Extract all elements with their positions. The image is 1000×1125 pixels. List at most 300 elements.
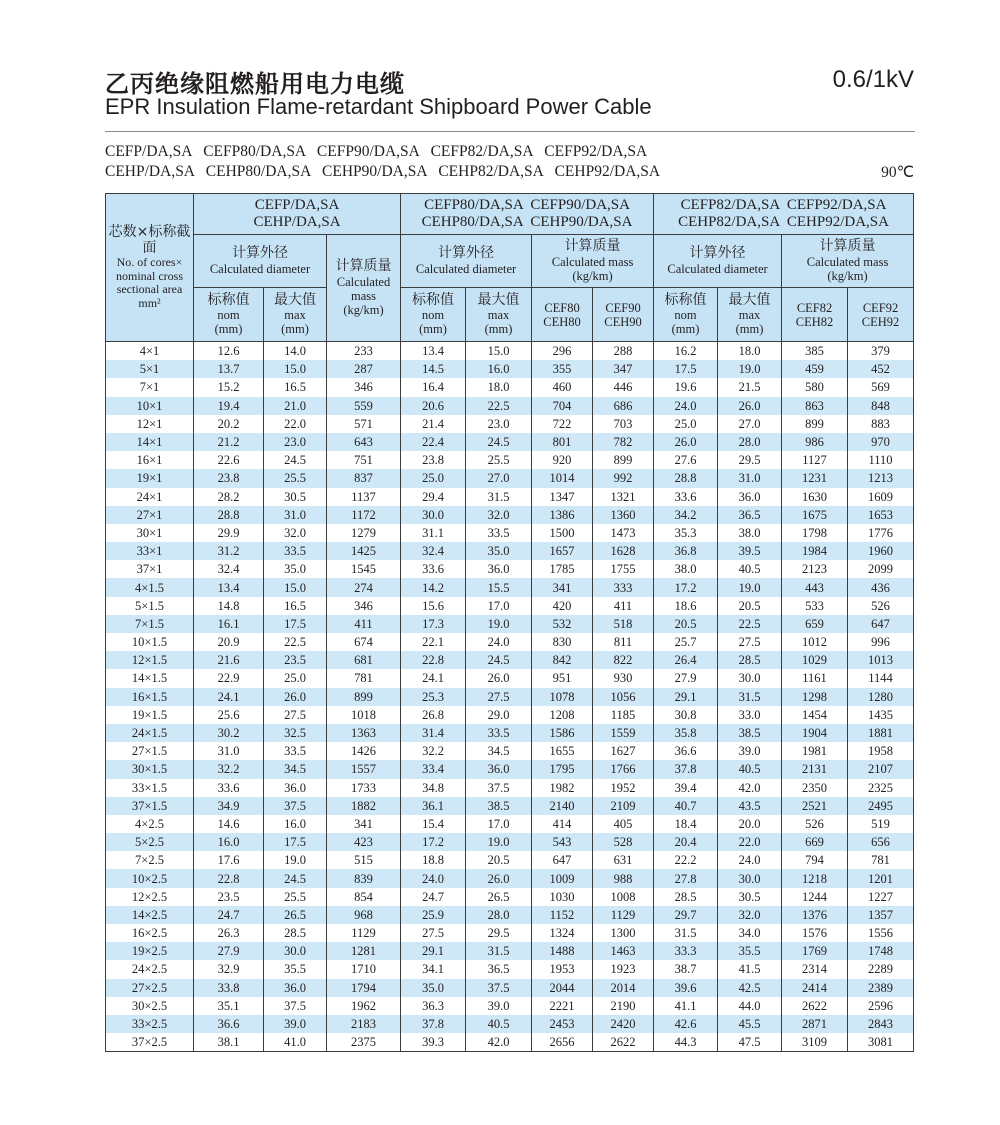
- table-cell: 14.5: [401, 360, 466, 378]
- table-cell: 36.3: [401, 997, 466, 1015]
- table-cell: 10×1.5: [106, 633, 194, 651]
- header-g2-mass: [532, 235, 654, 288]
- table-cell: 1137: [327, 488, 401, 506]
- table-cell: 38.0: [654, 560, 718, 578]
- table-cell: 25.5: [466, 451, 532, 469]
- table-cell: 423: [327, 833, 401, 851]
- table-cell: 459: [782, 360, 848, 378]
- nom-cn: 标称值: [412, 291, 455, 308]
- table-cell: 13.7: [194, 360, 264, 378]
- table-cell: 1500: [532, 524, 593, 542]
- table-cell: 37.5: [466, 779, 532, 797]
- table-cell: 1213: [848, 469, 914, 487]
- table-cell: 1231: [782, 469, 848, 487]
- table-cell: 4×1: [106, 342, 194, 361]
- table-cell: 33.6: [654, 488, 718, 506]
- table-cell: 36.5: [466, 960, 532, 978]
- table-cell: 2656: [532, 1033, 593, 1052]
- table-cell: 15.6: [401, 597, 466, 615]
- table-cell: 36.1: [401, 797, 466, 815]
- mass-unit: (kg/km): [343, 302, 384, 317]
- table-cell: 16.1: [194, 615, 264, 633]
- table-cell: 31.2: [194, 542, 264, 560]
- diameter-cn: 计算外径: [689, 245, 746, 262]
- table-cell: 14×1.5: [106, 669, 194, 687]
- table-cell: 21.2: [194, 433, 264, 451]
- table-row: [106, 779, 914, 797]
- table-cell: 25.5: [264, 888, 327, 906]
- table-cell: 12.6: [194, 342, 264, 361]
- table-cell: 32.9: [194, 960, 264, 978]
- table-cell: 36.0: [718, 488, 782, 506]
- table-cell: 34.9: [194, 797, 264, 815]
- table-cell: 647: [532, 851, 593, 869]
- table-row: [106, 469, 914, 487]
- table-cell: 15.0: [264, 360, 327, 378]
- table-cell: 970: [848, 433, 914, 451]
- unit-mm: (mm): [484, 322, 513, 337]
- table-cell: 17.2: [654, 578, 718, 596]
- table-cell: 27×1: [106, 506, 194, 524]
- table-cell: 23.0: [466, 415, 532, 433]
- table-cell: 40.5: [718, 760, 782, 778]
- table-cell: 1960: [848, 542, 914, 560]
- table-cell: 1018: [327, 706, 401, 724]
- table-cell: 36.0: [466, 560, 532, 578]
- table-cell: 31.1: [401, 524, 466, 542]
- table-cell: 830: [532, 633, 593, 651]
- table-row: [106, 760, 914, 778]
- table-cell: 19×2.5: [106, 942, 194, 960]
- table-cell: 42.0: [466, 1033, 532, 1052]
- table-cell: 532: [532, 615, 593, 633]
- table-cell: 20.0: [718, 815, 782, 833]
- header-cores-area-unit: mm²: [138, 295, 161, 310]
- table-cell: 28.5: [264, 924, 327, 942]
- table-row: [106, 706, 914, 724]
- ceh82-label: CEH82: [795, 314, 834, 329]
- diameter-en: Calculated diameter: [209, 261, 311, 276]
- table-cell: 27.6: [654, 451, 718, 469]
- ceh92-label: CEH92: [861, 314, 900, 329]
- table-cell: 33.5: [264, 742, 327, 760]
- cef90-label: CEF90: [605, 300, 641, 315]
- table-cell: 1244: [782, 888, 848, 906]
- max-cn: 最大值: [274, 291, 316, 308]
- table-cell: 854: [327, 888, 401, 906]
- table-cell: 24.0: [718, 851, 782, 869]
- table-cell: 35.5: [264, 960, 327, 978]
- header-cef90: [593, 288, 654, 342]
- table-cell: 42.0: [718, 779, 782, 797]
- header-cef82: [782, 288, 848, 342]
- table-cell: 29.5: [718, 451, 782, 469]
- table-cell: 1882: [327, 797, 401, 815]
- table-cell: 34.2: [654, 506, 718, 524]
- header-group-cefp80-90: [401, 194, 654, 235]
- ceh90-label: CEH90: [604, 314, 642, 329]
- table-cell: 13.4: [194, 578, 264, 596]
- table-cell: 24.0: [466, 633, 532, 651]
- table-cell: 24.7: [401, 888, 466, 906]
- table-cell: 31.0: [264, 506, 327, 524]
- table-cell: 36.0: [466, 760, 532, 778]
- table-cell: 25.0: [264, 669, 327, 687]
- nom-en: nom: [421, 308, 445, 323]
- nom-cn: 标称值: [664, 291, 707, 308]
- table-cell: 2389: [848, 979, 914, 997]
- table-cell: 23.8: [194, 469, 264, 487]
- table-cell: 2414: [782, 979, 848, 997]
- table-cell: 341: [532, 578, 593, 596]
- table-cell: 37×2.5: [106, 1033, 194, 1052]
- table-cell: 10×2.5: [106, 869, 194, 887]
- table-cell: 34.5: [264, 760, 327, 778]
- table-cell: 33×2.5: [106, 1015, 194, 1033]
- table-cell: 2140: [532, 797, 593, 815]
- table-cell: 7×1.5: [106, 615, 194, 633]
- table-cell: 17.0: [466, 597, 532, 615]
- table-cell: 1962: [327, 997, 401, 1015]
- table-cell: 1078: [532, 688, 593, 706]
- table-cell: 20.2: [194, 415, 264, 433]
- table-cell: 1473: [593, 524, 654, 542]
- table-cell: 26.8: [401, 706, 466, 724]
- table-cell: 986: [782, 433, 848, 451]
- table-cell: 33.3: [654, 942, 718, 960]
- table-cell: 18.8: [401, 851, 466, 869]
- table-cell: 1376: [782, 906, 848, 924]
- table-cell: 33×1.5: [106, 779, 194, 797]
- table-row: [106, 960, 914, 978]
- table-cell: 29.7: [654, 906, 718, 924]
- table-cell: 32.5: [264, 724, 327, 742]
- table-cell: 15.5: [466, 578, 532, 596]
- table-cell: 24.5: [466, 651, 532, 669]
- table-cell: 20.6: [401, 397, 466, 415]
- table-cell: 3081: [848, 1033, 914, 1052]
- table-cell: 30.2: [194, 724, 264, 742]
- table-cell: 1628: [593, 542, 654, 560]
- table-cell: 27×1.5: [106, 742, 194, 760]
- header-cores-area-en-1: No. of cores×: [116, 255, 183, 270]
- table-cell: 36.0: [264, 979, 327, 997]
- table-cell: 22.5: [264, 633, 327, 651]
- table-cell: 1161: [782, 669, 848, 687]
- table-cell: 2843: [848, 1015, 914, 1033]
- table-cell: 1776: [848, 524, 914, 542]
- unit-mm: (mm): [419, 322, 447, 337]
- table-cell: 1185: [593, 706, 654, 724]
- table-cell: 19.0: [718, 360, 782, 378]
- table-row: [106, 633, 914, 651]
- mass-cn: 计算质量: [819, 238, 876, 255]
- table-cell: 2453: [532, 1015, 593, 1033]
- table-cell: 659: [782, 615, 848, 633]
- header-g2-diameter: [401, 235, 532, 288]
- table-cell: 42.5: [718, 979, 782, 997]
- table-cell: 30.0: [264, 942, 327, 960]
- header-group-cefp: [194, 194, 401, 235]
- table-cell: 31.0: [194, 742, 264, 760]
- table-cell: 39.0: [718, 742, 782, 760]
- table-cell: 2622: [593, 1033, 654, 1052]
- table-cell: 30.0: [401, 506, 466, 524]
- table-cell: 643: [327, 433, 401, 451]
- table-cell: 526: [782, 815, 848, 833]
- table-cell: 23.5: [194, 888, 264, 906]
- table-cell: 1129: [327, 924, 401, 942]
- table-cell: 1785: [532, 560, 593, 578]
- unit-mm: (mm): [735, 322, 764, 337]
- table-cell: 631: [593, 851, 654, 869]
- table-cell: 863: [782, 397, 848, 415]
- table-cell: 30×1: [106, 524, 194, 542]
- table-row: [106, 378, 914, 396]
- table-cell: 1556: [848, 924, 914, 942]
- table-row: [106, 597, 914, 615]
- table-cell: 37.8: [401, 1015, 466, 1033]
- table-cell: 18.6: [654, 597, 718, 615]
- table-cell: 25.0: [401, 469, 466, 487]
- header-cores-area: [106, 194, 194, 342]
- table-cell: 41.5: [718, 960, 782, 978]
- table-cell: 32.4: [194, 560, 264, 578]
- table-cell: 822: [593, 651, 654, 669]
- table-cell: 33.5: [264, 542, 327, 560]
- table-cell: 274: [327, 578, 401, 596]
- table-cell: 569: [848, 378, 914, 396]
- table-cell: 28.5: [718, 651, 782, 669]
- table-cell: 920: [532, 451, 593, 469]
- table-cell: 951: [532, 669, 593, 687]
- table-cell: 296: [532, 342, 593, 361]
- table-cell: 233: [327, 342, 401, 361]
- table-cell: 44.0: [718, 997, 782, 1015]
- table-cell: 35.3: [654, 524, 718, 542]
- table-cell: 1710: [327, 960, 401, 978]
- table-cell: 1152: [532, 906, 593, 924]
- table-cell: 15.0: [264, 578, 327, 596]
- mass-en-a: Calculated: [336, 274, 391, 289]
- header-cores-area-en-2: nominal cross: [116, 268, 183, 283]
- table-cell: 38.7: [654, 960, 718, 978]
- table-cell: 1013: [848, 651, 914, 669]
- mass-cn: 计算质量: [335, 258, 392, 275]
- header-g2-nom: [401, 288, 466, 342]
- table-cell: 32.0: [718, 906, 782, 924]
- table-row: [106, 833, 914, 851]
- table-cell: 899: [593, 451, 654, 469]
- table-cell: 22.5: [466, 397, 532, 415]
- table-row: [106, 979, 914, 997]
- table-cell: 10×1: [106, 397, 194, 415]
- header-cores-area-en-3: sectional area: [116, 282, 183, 297]
- table-cell: 26.0: [466, 869, 532, 887]
- table-cell: 1794: [327, 979, 401, 997]
- table-cell: 36.6: [194, 1015, 264, 1033]
- table-cell: 1009: [532, 869, 593, 887]
- header-g3-diameter: [654, 235, 782, 288]
- table-cell: 385: [782, 342, 848, 361]
- table-row: [106, 615, 914, 633]
- table-cell: 1733: [327, 779, 401, 797]
- table-cell: 16.0: [264, 815, 327, 833]
- table-cell: 35.5: [718, 942, 782, 960]
- table-cell: 33×1: [106, 542, 194, 560]
- table-row: [106, 924, 914, 942]
- table-cell: 22.2: [654, 851, 718, 869]
- table-cell: 25.3: [401, 688, 466, 706]
- mass-cn: 计算质量: [564, 238, 621, 255]
- table-cell: 1769: [782, 942, 848, 960]
- table-cell: 27.5: [718, 633, 782, 651]
- max-en: max: [487, 308, 510, 323]
- table-cell: 35.0: [264, 560, 327, 578]
- table-cell: 2221: [532, 997, 593, 1015]
- table-cell: 647: [848, 615, 914, 633]
- table-row: [106, 488, 914, 506]
- table-cell: 2495: [848, 797, 914, 815]
- nom-en: nom: [674, 308, 697, 323]
- table-cell: 13.4: [401, 342, 466, 361]
- table-cell: 30×2.5: [106, 997, 194, 1015]
- mass-en: Calculated mass: [806, 254, 889, 269]
- table-cell: 40.5: [718, 560, 782, 578]
- table-cell: 17.6: [194, 851, 264, 869]
- table-cell: 16.0: [466, 360, 532, 378]
- table-row: [106, 451, 914, 469]
- table-cell: 33.4: [401, 760, 466, 778]
- table-cell: 346: [327, 597, 401, 615]
- table-cell: 1488: [532, 942, 593, 960]
- table-cell: 27.0: [466, 469, 532, 487]
- table-cell: 32.4: [401, 542, 466, 560]
- table-cell: 39.3: [401, 1033, 466, 1052]
- table-row: [106, 342, 914, 361]
- table-cell: 2183: [327, 1015, 401, 1033]
- table-cell: 2190: [593, 997, 654, 1015]
- table-cell: 27.5: [466, 688, 532, 706]
- table-cell: 848: [848, 397, 914, 415]
- table-cell: 39.4: [654, 779, 718, 797]
- table-cell: 2314: [782, 960, 848, 978]
- table-cell: 38.5: [718, 724, 782, 742]
- table-cell: 1014: [532, 469, 593, 487]
- table-cell: 24×1: [106, 488, 194, 506]
- table-cell: 27.0: [718, 415, 782, 433]
- table-cell: 1627: [593, 742, 654, 760]
- table-cell: 16.0: [194, 833, 264, 851]
- table-cell: 837: [327, 469, 401, 487]
- table-cell: 883: [848, 415, 914, 433]
- table-cell: 29.9: [194, 524, 264, 542]
- table-row: [106, 560, 914, 578]
- table-cell: 32.2: [401, 742, 466, 760]
- table-cell: 45.5: [718, 1015, 782, 1033]
- table-cell: 5×1: [106, 360, 194, 378]
- table-cell: 41.0: [264, 1033, 327, 1052]
- table-cell: 21.0: [264, 397, 327, 415]
- table-cell: 722: [532, 415, 593, 433]
- table-cell: 40.5: [466, 1015, 532, 1033]
- header-g3-mass: [782, 235, 914, 288]
- max-en: max: [738, 308, 761, 323]
- header-g2-max: [466, 288, 532, 342]
- header-divider: [105, 131, 915, 132]
- table-cell: 37.8: [654, 760, 718, 778]
- table-cell: 2109: [593, 797, 654, 815]
- table-cell: 36.6: [654, 742, 718, 760]
- table-cell: 7×2.5: [106, 851, 194, 869]
- table-cell: 1904: [782, 724, 848, 742]
- table-cell: 36.0: [264, 779, 327, 797]
- table-cell: 4×2.5: [106, 815, 194, 833]
- table-cell: 19.0: [718, 578, 782, 596]
- table-cell: 681: [327, 651, 401, 669]
- unit-mm: (mm): [671, 322, 700, 337]
- table-cell: 1056: [593, 688, 654, 706]
- table-cell: 17.2: [401, 833, 466, 851]
- table-cell: 1675: [782, 506, 848, 524]
- table-cell: 1748: [848, 942, 914, 960]
- table-cell: 559: [327, 397, 401, 415]
- table-cell: 34.5: [466, 742, 532, 760]
- table-cell: 1953: [532, 960, 593, 978]
- table-cell: 17.0: [466, 815, 532, 833]
- table-cell: 28.0: [466, 906, 532, 924]
- table-cell: 15.4: [401, 815, 466, 833]
- table-cell: 30×1.5: [106, 760, 194, 778]
- header-g1-max: [264, 288, 327, 342]
- table-cell: 26.0: [264, 688, 327, 706]
- table-cell: 2014: [593, 979, 654, 997]
- table-cell: 2131: [782, 760, 848, 778]
- table-row: [106, 942, 914, 960]
- table-cell: 28.2: [194, 488, 264, 506]
- table-cell: 26.4: [654, 651, 718, 669]
- table-row: [106, 997, 914, 1015]
- table-cell: 33.6: [194, 779, 264, 797]
- table-cell: 2420: [593, 1015, 654, 1033]
- table-cell: 12×1: [106, 415, 194, 433]
- table-cell: 1795: [532, 760, 593, 778]
- table-cell: 24.7: [194, 906, 264, 924]
- table-cell: 1030: [532, 888, 593, 906]
- diameter-en: Calculated diameter: [667, 261, 768, 276]
- table-row: [106, 1033, 914, 1052]
- table-cell: 842: [532, 651, 593, 669]
- table-cell: 1766: [593, 760, 654, 778]
- table-cell: 24.0: [654, 397, 718, 415]
- table-row: [106, 906, 914, 924]
- table-cell: 1982: [532, 779, 593, 797]
- table-cell: 2289: [848, 960, 914, 978]
- table-cell: 1881: [848, 724, 914, 742]
- table-cell: 20.5: [466, 851, 532, 869]
- table-cell: 21.6: [194, 651, 264, 669]
- table-cell: 38.0: [718, 524, 782, 542]
- table-cell: 31.0: [718, 469, 782, 487]
- header-cef80: [532, 288, 593, 342]
- table-cell: 25.0: [654, 415, 718, 433]
- table-cell: 1321: [593, 488, 654, 506]
- table-cell: 26.0: [654, 433, 718, 451]
- table-cell: 580: [782, 378, 848, 396]
- diameter-cn: 计算外径: [232, 245, 288, 262]
- table-cell: 35.1: [194, 997, 264, 1015]
- table-cell: 1281: [327, 942, 401, 960]
